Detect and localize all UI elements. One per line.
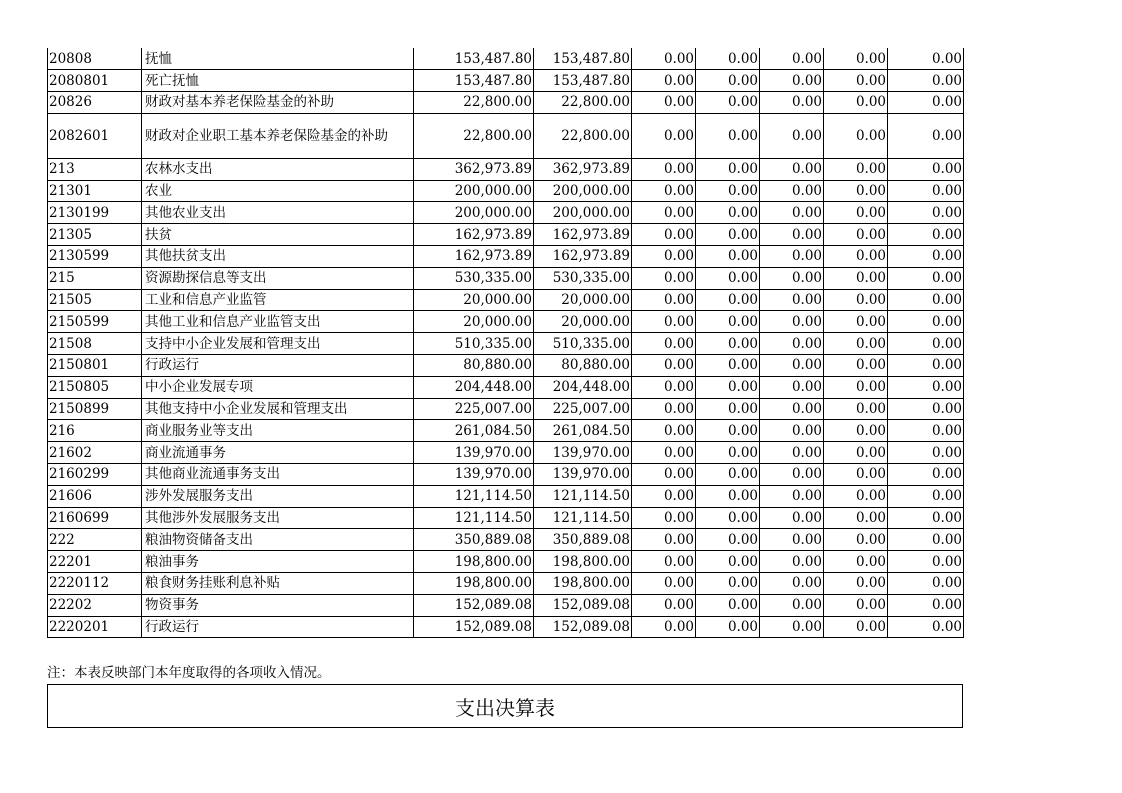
table-row bbox=[48, 551, 964, 573]
table-row bbox=[48, 464, 964, 486]
cell-amount-5: 0.00 bbox=[760, 507, 824, 529]
cell-amount-1: 198,800.00 bbox=[414, 551, 534, 573]
table-row bbox=[48, 158, 964, 180]
cell-amount-2: 20,000.00 bbox=[534, 289, 632, 311]
cell-code: 20826 bbox=[48, 92, 142, 114]
cell-amount-2: 153,487.80 bbox=[534, 70, 632, 92]
cell-amount-4: 0.00 bbox=[696, 529, 760, 551]
cell-amount-2: 153,487.80 bbox=[534, 48, 632, 70]
cell-amount-7: 0.00 bbox=[888, 420, 964, 442]
table-row bbox=[48, 507, 964, 529]
cell-amount-6: 0.00 bbox=[824, 464, 888, 486]
cell-amount-2: 362,973.89 bbox=[534, 158, 632, 180]
cell-amount-7: 0.00 bbox=[888, 594, 964, 616]
cell-amount-6: 0.00 bbox=[824, 355, 888, 377]
next-table-title bbox=[47, 684, 963, 728]
cell-amount-5: 0.00 bbox=[760, 442, 824, 464]
cell-amount-7: 0.00 bbox=[888, 92, 964, 114]
cell-name: 行政运行 bbox=[142, 616, 414, 638]
cell-amount-2: 350,889.08 bbox=[534, 529, 632, 551]
cell-amount-3: 0.00 bbox=[632, 113, 696, 158]
cell-amount-3: 0.00 bbox=[632, 529, 696, 551]
cell-amount-1: 22,800.00 bbox=[414, 113, 534, 158]
table-row bbox=[48, 48, 964, 70]
cell-amount-3: 0.00 bbox=[632, 289, 696, 311]
cell-amount-6: 0.00 bbox=[824, 311, 888, 333]
cell-amount-1: 261,084.50 bbox=[414, 420, 534, 442]
cell-code: 2220112 bbox=[48, 573, 142, 595]
cell-amount-5: 0.00 bbox=[760, 594, 824, 616]
cell-amount-7: 0.00 bbox=[888, 464, 964, 486]
cell-amount-4: 0.00 bbox=[696, 311, 760, 333]
cell-amount-6: 0.00 bbox=[824, 202, 888, 224]
cell-code: 2150599 bbox=[48, 311, 142, 333]
table-row bbox=[48, 113, 964, 158]
cell-name: 中小企业发展专项 bbox=[142, 376, 414, 398]
cell-amount-5: 0.00 bbox=[760, 92, 824, 114]
cell-code: 216 bbox=[48, 420, 142, 442]
cell-amount-1: 200,000.00 bbox=[414, 180, 534, 202]
cell-amount-3: 0.00 bbox=[632, 398, 696, 420]
cell-amount-7: 0.00 bbox=[888, 48, 964, 70]
cell-amount-3: 0.00 bbox=[632, 594, 696, 616]
cell-amount-2: 225,007.00 bbox=[534, 398, 632, 420]
cell-name: 其他涉外发展服务支出 bbox=[142, 507, 414, 529]
cell-amount-6: 0.00 bbox=[824, 594, 888, 616]
cell-amount-3: 0.00 bbox=[632, 202, 696, 224]
table-body bbox=[48, 48, 964, 638]
cell-amount-4: 0.00 bbox=[696, 551, 760, 573]
cell-amount-4: 0.00 bbox=[696, 355, 760, 377]
cell-amount-2: 162,973.89 bbox=[534, 246, 632, 268]
table-row bbox=[48, 616, 964, 638]
cell-amount-7: 0.00 bbox=[888, 70, 964, 92]
cell-amount-4: 0.00 bbox=[696, 594, 760, 616]
cell-amount-4: 0.00 bbox=[696, 442, 760, 464]
cell-name: 其他扶贫支出 bbox=[142, 246, 414, 268]
cell-code: 2150801 bbox=[48, 355, 142, 377]
table-row bbox=[48, 224, 964, 246]
cell-amount-1: 198,800.00 bbox=[414, 573, 534, 595]
cell-code: 2160699 bbox=[48, 507, 142, 529]
cell-amount-2: 20,000.00 bbox=[534, 311, 632, 333]
cell-amount-7: 0.00 bbox=[888, 529, 964, 551]
cell-amount-1: 350,889.08 bbox=[414, 529, 534, 551]
cell-name: 抚恤 bbox=[142, 48, 414, 70]
cell-amount-3: 0.00 bbox=[632, 48, 696, 70]
cell-amount-5: 0.00 bbox=[760, 180, 824, 202]
cell-code: 222 bbox=[48, 529, 142, 551]
table-row bbox=[48, 529, 964, 551]
cell-name: 粮油事务 bbox=[142, 551, 414, 573]
cell-amount-7: 0.00 bbox=[888, 113, 964, 158]
cell-amount-6: 0.00 bbox=[824, 573, 888, 595]
cell-amount-5: 0.00 bbox=[760, 485, 824, 507]
cell-amount-2: 198,800.00 bbox=[534, 551, 632, 573]
cell-amount-7: 0.00 bbox=[888, 333, 964, 355]
cell-name: 死亡抚恤 bbox=[142, 70, 414, 92]
cell-amount-3: 0.00 bbox=[632, 333, 696, 355]
cell-amount-1: 200,000.00 bbox=[414, 202, 534, 224]
cell-amount-3: 0.00 bbox=[632, 573, 696, 595]
cell-amount-1: 22,800.00 bbox=[414, 92, 534, 114]
cell-amount-2: 200,000.00 bbox=[534, 180, 632, 202]
cell-amount-1: 362,973.89 bbox=[414, 158, 534, 180]
cell-amount-7: 0.00 bbox=[888, 551, 964, 573]
cell-amount-6: 0.00 bbox=[824, 420, 888, 442]
cell-amount-3: 0.00 bbox=[632, 464, 696, 486]
cell-amount-2: 80,880.00 bbox=[534, 355, 632, 377]
cell-code: 22201 bbox=[48, 551, 142, 573]
cell-amount-6: 0.00 bbox=[824, 92, 888, 114]
cell-amount-1: 162,973.89 bbox=[414, 246, 534, 268]
cell-amount-2: 200,000.00 bbox=[534, 202, 632, 224]
cell-code: 2080801 bbox=[48, 70, 142, 92]
cell-amount-4: 0.00 bbox=[696, 224, 760, 246]
cell-amount-5: 0.00 bbox=[760, 158, 824, 180]
cell-amount-2: 510,335.00 bbox=[534, 333, 632, 355]
cell-amount-3: 0.00 bbox=[632, 551, 696, 573]
cell-name: 财政对基本养老保险基金的补助 bbox=[142, 92, 414, 114]
cell-code: 2130199 bbox=[48, 202, 142, 224]
cell-amount-2: 204,448.00 bbox=[534, 376, 632, 398]
table-row bbox=[48, 485, 964, 507]
cell-amount-2: 121,114.50 bbox=[534, 485, 632, 507]
cell-amount-6: 0.00 bbox=[824, 48, 888, 70]
cell-name: 其他工业和信息产业监管支出 bbox=[142, 311, 414, 333]
cell-amount-6: 0.00 bbox=[824, 507, 888, 529]
cell-amount-3: 0.00 bbox=[632, 616, 696, 638]
cell-amount-5: 0.00 bbox=[760, 573, 824, 595]
cell-amount-2: 121,114.50 bbox=[534, 507, 632, 529]
cell-amount-4: 0.00 bbox=[696, 113, 760, 158]
cell-amount-3: 0.00 bbox=[632, 92, 696, 114]
cell-amount-3: 0.00 bbox=[632, 267, 696, 289]
cell-code: 21508 bbox=[48, 333, 142, 355]
cell-amount-5: 0.00 bbox=[760, 70, 824, 92]
cell-name: 财政对企业职工基本养老保险基金的补助 bbox=[142, 113, 414, 158]
cell-amount-3: 0.00 bbox=[632, 70, 696, 92]
cell-amount-7: 0.00 bbox=[888, 442, 964, 464]
table-row bbox=[48, 92, 964, 114]
table-row bbox=[48, 420, 964, 442]
cell-amount-3: 0.00 bbox=[632, 420, 696, 442]
cell-code: 2130599 bbox=[48, 246, 142, 268]
cell-code: 21301 bbox=[48, 180, 142, 202]
cell-amount-5: 0.00 bbox=[760, 333, 824, 355]
cell-amount-2: 152,089.08 bbox=[534, 594, 632, 616]
cell-code: 21602 bbox=[48, 442, 142, 464]
cell-amount-1: 139,970.00 bbox=[414, 464, 534, 486]
cell-amount-7: 0.00 bbox=[888, 311, 964, 333]
cell-name: 物资事务 bbox=[142, 594, 414, 616]
expenditure-table-container bbox=[47, 48, 963, 638]
cell-amount-4: 0.00 bbox=[696, 464, 760, 486]
cell-amount-2: 152,089.08 bbox=[534, 616, 632, 638]
cell-code: 215 bbox=[48, 267, 142, 289]
cell-amount-5: 0.00 bbox=[760, 464, 824, 486]
cell-amount-4: 0.00 bbox=[696, 158, 760, 180]
cell-amount-2: 22,800.00 bbox=[534, 92, 632, 114]
table-row bbox=[48, 202, 964, 224]
cell-amount-6: 0.00 bbox=[824, 485, 888, 507]
cell-amount-1: 162,973.89 bbox=[414, 224, 534, 246]
cell-amount-6: 0.00 bbox=[824, 113, 888, 158]
cell-amount-5: 0.00 bbox=[760, 529, 824, 551]
cell-amount-7: 0.00 bbox=[888, 202, 964, 224]
cell-amount-3: 0.00 bbox=[632, 507, 696, 529]
cell-name: 其他农业支出 bbox=[142, 202, 414, 224]
cell-amount-7: 0.00 bbox=[888, 158, 964, 180]
table-row bbox=[48, 311, 964, 333]
cell-amount-7: 0.00 bbox=[888, 485, 964, 507]
table-row bbox=[48, 180, 964, 202]
table-row bbox=[48, 573, 964, 595]
cell-amount-5: 0.00 bbox=[760, 616, 824, 638]
cell-amount-5: 0.00 bbox=[760, 202, 824, 224]
cell-code: 21606 bbox=[48, 485, 142, 507]
cell-code: 2160299 bbox=[48, 464, 142, 486]
cell-amount-6: 0.00 bbox=[824, 529, 888, 551]
cell-amount-5: 0.00 bbox=[760, 420, 824, 442]
table-note: 注：本表反映部门本年度取得的各项收入情况。 bbox=[47, 665, 331, 681]
cell-amount-4: 0.00 bbox=[696, 267, 760, 289]
cell-amount-4: 0.00 bbox=[696, 289, 760, 311]
cell-amount-1: 153,487.80 bbox=[414, 48, 534, 70]
cell-amount-7: 0.00 bbox=[888, 507, 964, 529]
cell-name: 粮食财务挂账利息补贴 bbox=[142, 573, 414, 595]
table-row bbox=[48, 267, 964, 289]
cell-amount-3: 0.00 bbox=[632, 355, 696, 377]
cell-name: 扶贫 bbox=[142, 224, 414, 246]
cell-amount-1: 510,335.00 bbox=[414, 333, 534, 355]
cell-amount-3: 0.00 bbox=[632, 485, 696, 507]
cell-amount-4: 0.00 bbox=[696, 485, 760, 507]
cell-amount-3: 0.00 bbox=[632, 158, 696, 180]
cell-amount-4: 0.00 bbox=[696, 246, 760, 268]
cell-amount-1: 121,114.50 bbox=[414, 485, 534, 507]
cell-amount-4: 0.00 bbox=[696, 420, 760, 442]
cell-amount-5: 0.00 bbox=[760, 355, 824, 377]
cell-amount-2: 22,800.00 bbox=[534, 113, 632, 158]
cell-amount-4: 0.00 bbox=[696, 507, 760, 529]
cell-amount-4: 0.00 bbox=[696, 333, 760, 355]
cell-amount-5: 0.00 bbox=[760, 48, 824, 70]
cell-amount-6: 0.00 bbox=[824, 333, 888, 355]
cell-amount-4: 0.00 bbox=[696, 202, 760, 224]
cell-amount-1: 152,089.08 bbox=[414, 594, 534, 616]
cell-name: 涉外发展服务支出 bbox=[142, 485, 414, 507]
table-row bbox=[48, 70, 964, 92]
cell-amount-7: 0.00 bbox=[888, 573, 964, 595]
cell-amount-7: 0.00 bbox=[888, 180, 964, 202]
cell-amount-1: 139,970.00 bbox=[414, 442, 534, 464]
cell-code: 2082601 bbox=[48, 113, 142, 158]
cell-amount-6: 0.00 bbox=[824, 70, 888, 92]
next-table-title-text: 支出决算表 bbox=[455, 695, 555, 720]
cell-amount-7: 0.00 bbox=[888, 267, 964, 289]
cell-name: 农业 bbox=[142, 180, 414, 202]
cell-amount-6: 0.00 bbox=[824, 398, 888, 420]
cell-amount-2: 162,973.89 bbox=[534, 224, 632, 246]
cell-amount-1: 530,335.00 bbox=[414, 267, 534, 289]
table-row bbox=[48, 442, 964, 464]
cell-amount-3: 0.00 bbox=[632, 180, 696, 202]
cell-name: 其他商业流通事务支出 bbox=[142, 464, 414, 486]
cell-amount-5: 0.00 bbox=[760, 267, 824, 289]
cell-name: 行政运行 bbox=[142, 355, 414, 377]
cell-name: 粮油物资储备支出 bbox=[142, 529, 414, 551]
cell-amount-3: 0.00 bbox=[632, 311, 696, 333]
cell-code: 2220201 bbox=[48, 616, 142, 638]
cell-amount-2: 530,335.00 bbox=[534, 267, 632, 289]
cell-amount-7: 0.00 bbox=[888, 616, 964, 638]
cell-amount-7: 0.00 bbox=[888, 224, 964, 246]
cell-amount-5: 0.00 bbox=[760, 551, 824, 573]
cell-code: 21305 bbox=[48, 224, 142, 246]
cell-code: 21505 bbox=[48, 289, 142, 311]
cell-amount-1: 20,000.00 bbox=[414, 289, 534, 311]
cell-amount-1: 152,089.08 bbox=[414, 616, 534, 638]
cell-amount-6: 0.00 bbox=[824, 224, 888, 246]
table-row bbox=[48, 246, 964, 268]
cell-amount-6: 0.00 bbox=[824, 246, 888, 268]
cell-amount-5: 0.00 bbox=[760, 113, 824, 158]
cell-amount-6: 0.00 bbox=[824, 267, 888, 289]
cell-code: 2150805 bbox=[48, 376, 142, 398]
cell-amount-1: 225,007.00 bbox=[414, 398, 534, 420]
cell-amount-7: 0.00 bbox=[888, 376, 964, 398]
cell-name: 商业流通事务 bbox=[142, 442, 414, 464]
cell-amount-6: 0.00 bbox=[824, 616, 888, 638]
cell-amount-5: 0.00 bbox=[760, 311, 824, 333]
table-row bbox=[48, 376, 964, 398]
cell-amount-1: 80,880.00 bbox=[414, 355, 534, 377]
cell-amount-2: 139,970.00 bbox=[534, 464, 632, 486]
cell-amount-6: 0.00 bbox=[824, 551, 888, 573]
cell-amount-3: 0.00 bbox=[632, 246, 696, 268]
cell-amount-5: 0.00 bbox=[760, 246, 824, 268]
cell-amount-3: 0.00 bbox=[632, 376, 696, 398]
cell-code: 213 bbox=[48, 158, 142, 180]
cell-amount-2: 261,084.50 bbox=[534, 420, 632, 442]
table-row bbox=[48, 594, 964, 616]
table-row bbox=[48, 398, 964, 420]
cell-amount-5: 0.00 bbox=[760, 398, 824, 420]
cell-name: 工业和信息产业监管 bbox=[142, 289, 414, 311]
cell-amount-6: 0.00 bbox=[824, 289, 888, 311]
cell-name: 资源勘探信息等支出 bbox=[142, 267, 414, 289]
cell-amount-3: 0.00 bbox=[632, 442, 696, 464]
cell-code: 22202 bbox=[48, 594, 142, 616]
cell-amount-7: 0.00 bbox=[888, 398, 964, 420]
cell-amount-5: 0.00 bbox=[760, 376, 824, 398]
cell-amount-6: 0.00 bbox=[824, 376, 888, 398]
cell-amount-1: 121,114.50 bbox=[414, 507, 534, 529]
cell-amount-4: 0.00 bbox=[696, 48, 760, 70]
cell-amount-6: 0.00 bbox=[824, 158, 888, 180]
cell-amount-6: 0.00 bbox=[824, 180, 888, 202]
cell-amount-4: 0.00 bbox=[696, 616, 760, 638]
cell-name: 商业服务业等支出 bbox=[142, 420, 414, 442]
cell-amount-1: 204,448.00 bbox=[414, 376, 534, 398]
cell-amount-7: 0.00 bbox=[888, 246, 964, 268]
cell-amount-2: 139,970.00 bbox=[534, 442, 632, 464]
cell-name: 其他支持中小企业发展和管理支出 bbox=[142, 398, 414, 420]
cell-amount-5: 0.00 bbox=[760, 224, 824, 246]
cell-amount-4: 0.00 bbox=[696, 92, 760, 114]
cell-amount-3: 0.00 bbox=[632, 224, 696, 246]
cell-name: 支持中小企业发展和管理支出 bbox=[142, 333, 414, 355]
table-row bbox=[48, 289, 964, 311]
cell-amount-5: 0.00 bbox=[760, 289, 824, 311]
cell-amount-4: 0.00 bbox=[696, 376, 760, 398]
cell-amount-4: 0.00 bbox=[696, 70, 760, 92]
cell-amount-4: 0.00 bbox=[696, 573, 760, 595]
cell-code: 2150899 bbox=[48, 398, 142, 420]
cell-amount-4: 0.00 bbox=[696, 180, 760, 202]
cell-amount-2: 198,800.00 bbox=[534, 573, 632, 595]
cell-amount-6: 0.00 bbox=[824, 442, 888, 464]
table-row bbox=[48, 355, 964, 377]
table-row bbox=[48, 333, 964, 355]
cell-amount-7: 0.00 bbox=[888, 289, 964, 311]
cell-code: 20808 bbox=[48, 48, 142, 70]
cell-amount-7: 0.00 bbox=[888, 355, 964, 377]
cell-name: 农林水支出 bbox=[142, 158, 414, 180]
expenditure-table bbox=[47, 48, 964, 638]
cell-amount-4: 0.00 bbox=[696, 398, 760, 420]
cell-amount-1: 153,487.80 bbox=[414, 70, 534, 92]
cell-amount-1: 20,000.00 bbox=[414, 311, 534, 333]
